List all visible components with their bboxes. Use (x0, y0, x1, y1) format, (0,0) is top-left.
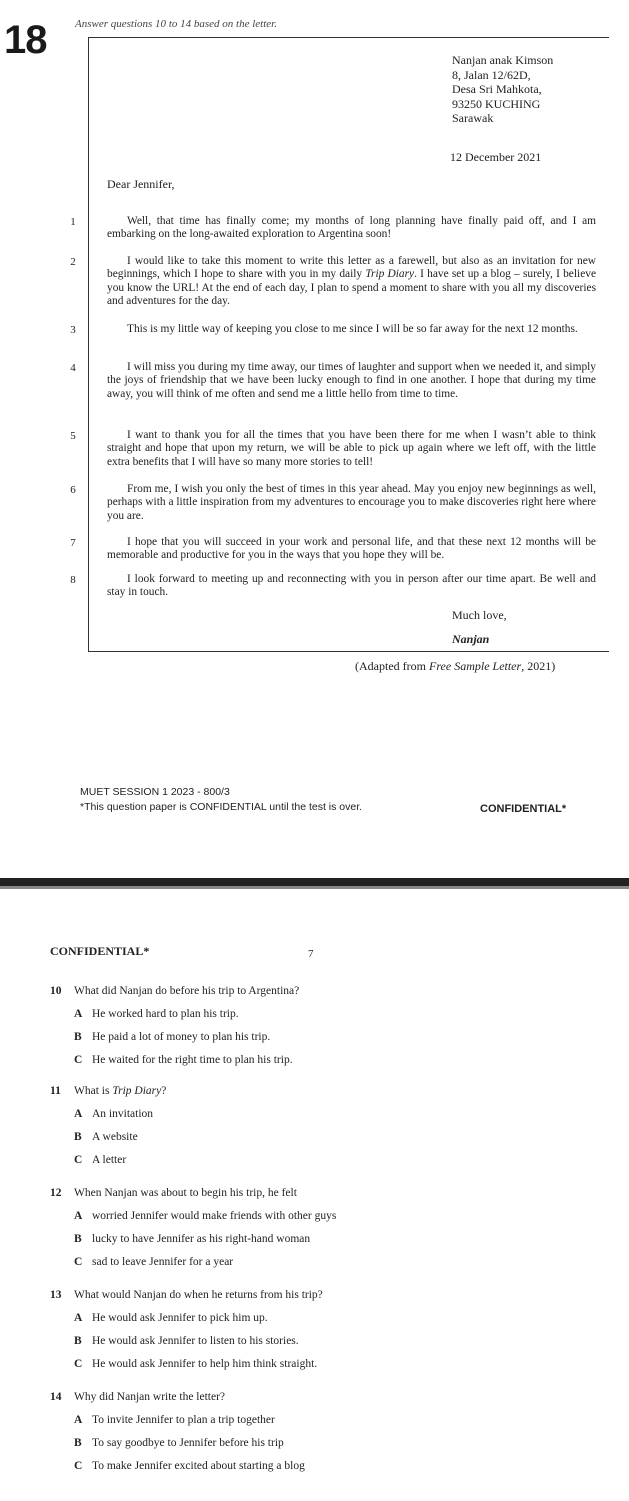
page-divider (0, 878, 629, 886)
paragraph-number: 7 (70, 537, 76, 549)
letter-paragraph: I will miss you during my time away, our times of laughter and support when we needed it, and simply the joys of friendship that we have been lucky enough to find in one another. I hope that during my time away, you will think of me often and send me a little hello from time to time. (107, 361, 596, 400)
option-b[interactable]: B lucky to have Jennifer as his right-hand woman (74, 1233, 311, 1245)
option-c[interactable]: C He waited for the right time to plan his trip. (74, 1054, 293, 1066)
confidential-label: CONFIDENTIAL* (480, 803, 567, 815)
option-a[interactable]: A An invitation (74, 1108, 154, 1120)
letter-paragraph: Well, that time has finally come; my months of long planning have finally paid off, and I am embarking on the long-awaited exploration to Argentina soon! (107, 215, 596, 241)
paragraph-number: 3 (70, 324, 76, 336)
question-14: 14 Why did Nanjan write the letter? (50, 1391, 226, 1403)
letter-paragraph: I look forward to meeting up and reconnecting with you in person after our time apart. Be well and stay in touch. (107, 573, 596, 599)
paragraph-number: 5 (70, 430, 76, 442)
option-a[interactable]: A He would ask Jennifer to pick him up. (74, 1312, 268, 1324)
address-line: Sarawak (452, 111, 494, 125)
page-divider-shadow (0, 886, 629, 889)
source-citation: (Adapted from Free Sample Letter, 2021) (355, 659, 556, 673)
question-10: 10 What did Nanjan do before his trip to Argentina? (50, 985, 300, 997)
option-c[interactable]: C A letter (74, 1154, 127, 1166)
option-b[interactable]: B A website (74, 1131, 138, 1143)
letter-paragraph: From me, I wish you only the best of times in this year ahead. May you enjoy new beginnings as well, perhaps with a little inspiration from my adventures to encourage you to make discoveries right here where you are. (107, 483, 596, 522)
signature: Nanjan (452, 632, 490, 646)
letter-paragraph: I would like to take this moment to write this letter as a farewell, but also as an invitation for new beginnings, which I hope to share with you in my daily Trip Diary. I have set up a blog – surely, I believe you know the URL! At the end of each day, I plan to spend a moment to share with you all my discoveries and adventures for the day. (107, 255, 596, 308)
option-c[interactable]: C He would ask Jennifer to help him think straight. (74, 1358, 318, 1370)
page-number-2: 7 (308, 948, 314, 960)
option-a[interactable]: A To invite Jennifer to plan a trip together (74, 1414, 275, 1426)
confidential-notice: *This question paper is CONFIDENTIAL until the test is over. (80, 801, 363, 813)
question-11: 11 What is Trip Diary? (50, 1085, 167, 1097)
option-b[interactable]: B He would ask Jennifer to listen to his stories. (74, 1335, 299, 1347)
closing: Much love, (452, 608, 507, 622)
paragraph-number: 8 (70, 574, 76, 586)
question-13: 13 What would Nanjan do when he returns from his trip? (50, 1289, 323, 1301)
paragraph-number: 6 (70, 484, 76, 496)
letter-paragraph: I want to thank you for all the times that you have been there for me when I wasn’t able to think straight and hope that upon my return, we will be able to pick up again where we left off, with the little extra benefits that I will have so many more stories to tell! (107, 429, 596, 468)
instruction-text: Answer questions 10 to 14 based on the letter. (75, 18, 277, 30)
option-b[interactable]: B He paid a lot of money to plan his trip. (74, 1031, 271, 1043)
option-c[interactable]: C To make Jennifer excited about starting a blog (74, 1460, 305, 1472)
paragraph-number: 2 (70, 256, 76, 268)
session-footer: MUET SESSION 1 2023 - 800/3 (80, 786, 230, 798)
salutation: Dear Jennifer, (107, 177, 175, 191)
option-b[interactable]: B To say goodbye to Jennifer before his trip (74, 1437, 284, 1449)
paragraph-number: 4 (70, 362, 76, 374)
confidential-header: CONFIDENTIAL* (50, 944, 150, 958)
address-line: 8, Jalan 12/62D, (452, 67, 531, 82)
option-c[interactable]: C sad to leave Jennifer for a year (74, 1256, 234, 1268)
address-line: 93250 KUCHING (452, 96, 541, 111)
address-line: Nanjan anak Kimson (452, 53, 554, 67)
letter-date: 12 December 2021 (450, 150, 542, 164)
question-12: 12 When Nanjan was about to begin his trip, he felt (50, 1187, 297, 1199)
address-line: Desa Sri Mahkota, (452, 82, 542, 96)
letter-paragraph: This is my little way of keeping you close to me since I will be so far away for the next 12 months. (127, 323, 578, 335)
page-number: 18 (4, 18, 47, 62)
letter-paragraph: I hope that you will succeed in your work and personal life, and that these next 12 months will be memorable and productive for you in the ways that you hope they will be. (107, 536, 596, 562)
option-a[interactable]: A He worked hard to plan his trip. (74, 1008, 239, 1020)
option-a[interactable]: A worried Jennifer would make friends with other guys (74, 1210, 337, 1222)
paragraph-number: 1 (70, 216, 76, 228)
sender-address (452, 53, 553, 126)
